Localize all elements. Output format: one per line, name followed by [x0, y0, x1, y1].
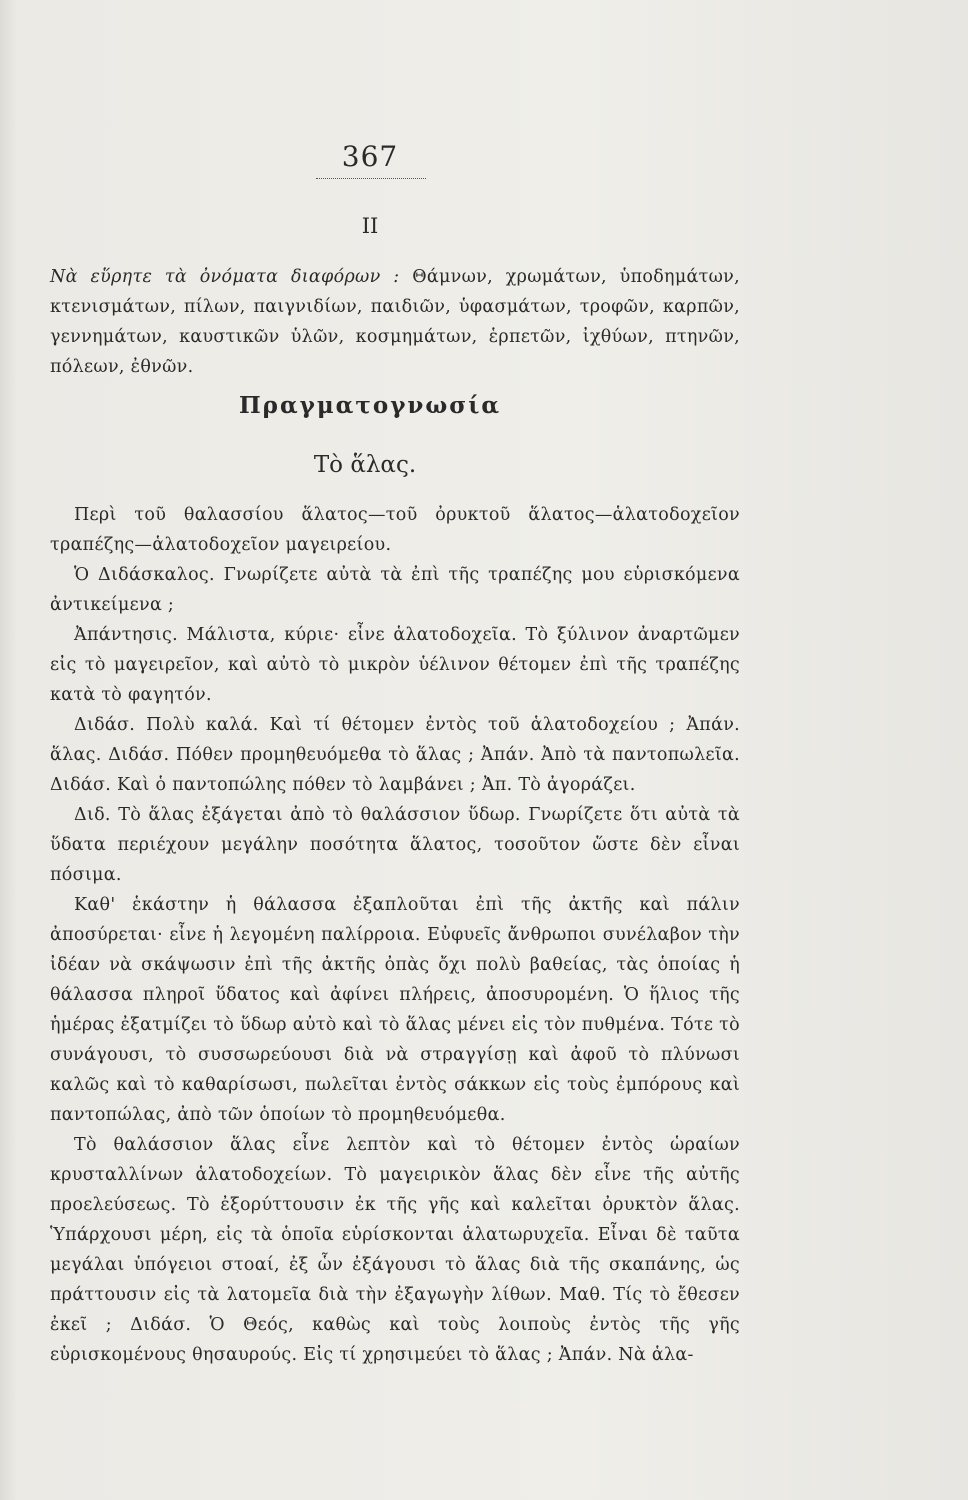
paragraph: Περὶ τοῦ θαλασσίου ἅλατος—τοῦ ὀρυκτοῦ ἅλατος—ἁλατοδοχεῖον τραπέζης—ἁλατοδοχεῖον μαγειρείου. [50, 505, 740, 555]
exercise-lead: Νὰ εὕρητε τὰ ὀνόματα διαφόρων : [50, 267, 400, 287]
body-text [50, 500, 740, 1370]
page-number: 367 [341, 140, 399, 173]
paragraph: Διδ. Τὸ ἅλας ἐξάγεται ἀπὸ τὸ θαλάσσιον ὕδωρ. Γνωρίζετε ὅτι αὐτὰ τὰ ὕδατα περιέχουν μεγάλην ποσότητα ἅλατος, τοσοῦτον ὥστε δὲν εἶναι πόσιμα. [50, 805, 740, 885]
paragraph: Ἀπάντησις. Μάλιστα, κύριε· εἶνε ἁλατοδοχεῖα. Τὸ ξύλινον ἀναρτῶμεν εἰς τὸ μαγειρεῖον, καὶ αὐτὸ τὸ μικρὸν ὑέλινον θέτομεν ἐπὶ τῆς τραπέζης κατὰ τὸ φαγητόν. [50, 625, 740, 705]
page-number-rule [316, 178, 426, 179]
subtitle: Τὸ ἅλας. [313, 452, 417, 478]
exercise-paragraph [50, 262, 740, 382]
paragraph: Ὁ Διδάσκαλος. Γνωρίζετε αὐτὰ τὰ ἐπὶ τῆς τραπέζης μου εὑρισκόμενα ἀντικείμενα ; [50, 565, 740, 615]
paragraph: Διδάσ. Πολὺ καλά. Καὶ τί θέτομεν ἐντὸς τοῦ ἁλατοδοχείου ; Ἀπάν. ἅλας. Διδάσ. Πόθεν προμηθευόμεθα τὸ ἅλας ; Ἀπάν. Ἀπὸ τὰ παντοπωλεῖα. Διδάσ. Καὶ ὁ παντοπώλης πόθεν τὸ λαμβάνει ; Ἀπ. Τὸ ἀγοράζει. [50, 715, 740, 795]
exercise-text: Θάμνων, χρωμάτων, ὑποδημάτων, κτενισμάτων, πίλων, παιγνιδίων, παιδιῶν, ὑφασμάτων, τροφῶν, καρπῶν, γεννημάτων, καυστικῶν ὑλῶν, κοσμημάτων, ἑρπετῶν, ἰχθύων, πτηνῶν, πόλεων, ἐθνῶν. [50, 267, 740, 377]
section-title: Πραγματογνωσία [238, 392, 502, 419]
paragraph: Καθ' ἑκάστην ἡ θάλασσα ἐξαπλοῦται ἐπὶ τῆς ἀκτῆς καὶ πάλιν ἀποσύρεται· εἶνε ἡ λεγομένη παλίρροια. Εὐφυεῖς ἄνθρωποι συνέλαβον τὴν ἰδέαν νὰ σκάψωσιν ἐπὶ τῆς ἀκτῆς ὀπὰς ὄχι πολὺ βαθείας, τὰς ὁποίας ἡ θάλασσα πληροῖ ὕδατος καὶ ἀφίνει πλήρεις, ἀποσυρομένη. Ὁ ἥλιος τῆς ἡμέρας ἐξατμίζει τὸ ὕδωρ αὐτὸ καὶ τὸ ἅλας μένει εἰς τὸν πυθμένα. Τότε τὸ συνάγουσι, τὸ συσσωρεύουσι διὰ νὰ στραγγίσῃ καὶ ἀφοῦ τὸ πλύνωσι καλῶς καὶ τὸ καθαρίσωσι, πωλεῖται ἐντὸς σάκκων εἰς τοὺς ἐμπόρους καὶ παντοπώλας, ἀπὸ τῶν ὁποίων τὸ προμηθευόμεθα. [50, 895, 740, 1125]
section-numeral: II [361, 214, 379, 238]
paragraph: Τὸ θαλάσσιον ἅλας εἶνε λεπτὸν καὶ τὸ θέτομεν ἐντὸς ὡραίων κρυσταλλίνων ἁλατοδοχείων. Τὸ μαγειρικὸν ἅλας δὲν εἶνε τῆς αὐτῆς προελεύσεως. Τὸ ἐξορύττουσιν ἐκ τῆς γῆς καὶ καλεῖται ὀρυκτὸν ἅλας. Ὑπάρχουσι μέρη, εἰς τὰ ὁποῖα εὑρίσκονται ἁλατωρυχεῖα. Εἶναι δὲ ταῦτα μεγάλαι ὑπόγειοι στοαί, ἐξ ὧν ἐξάγουσι τὸ ἅλας διὰ τῆς σκαπάνης, ὡς πράττουσιν εἰς τὰ λατομεῖα διὰ τὴν ἐξαγωγὴν λίθων. Μαθ. Τίς τὸ ἔθεσεν ἐκεῖ ; Διδάσ. Ὁ Θεός, καθὼς καὶ τοὺς λοιποὺς ἐντὸς τῆς γῆς εὑρισκομένους θησαυρούς. Εἰς τί χρησιμεύει τὸ ἅλας ; Ἀπάν. Νὰ ἁλα- [50, 1135, 740, 1365]
